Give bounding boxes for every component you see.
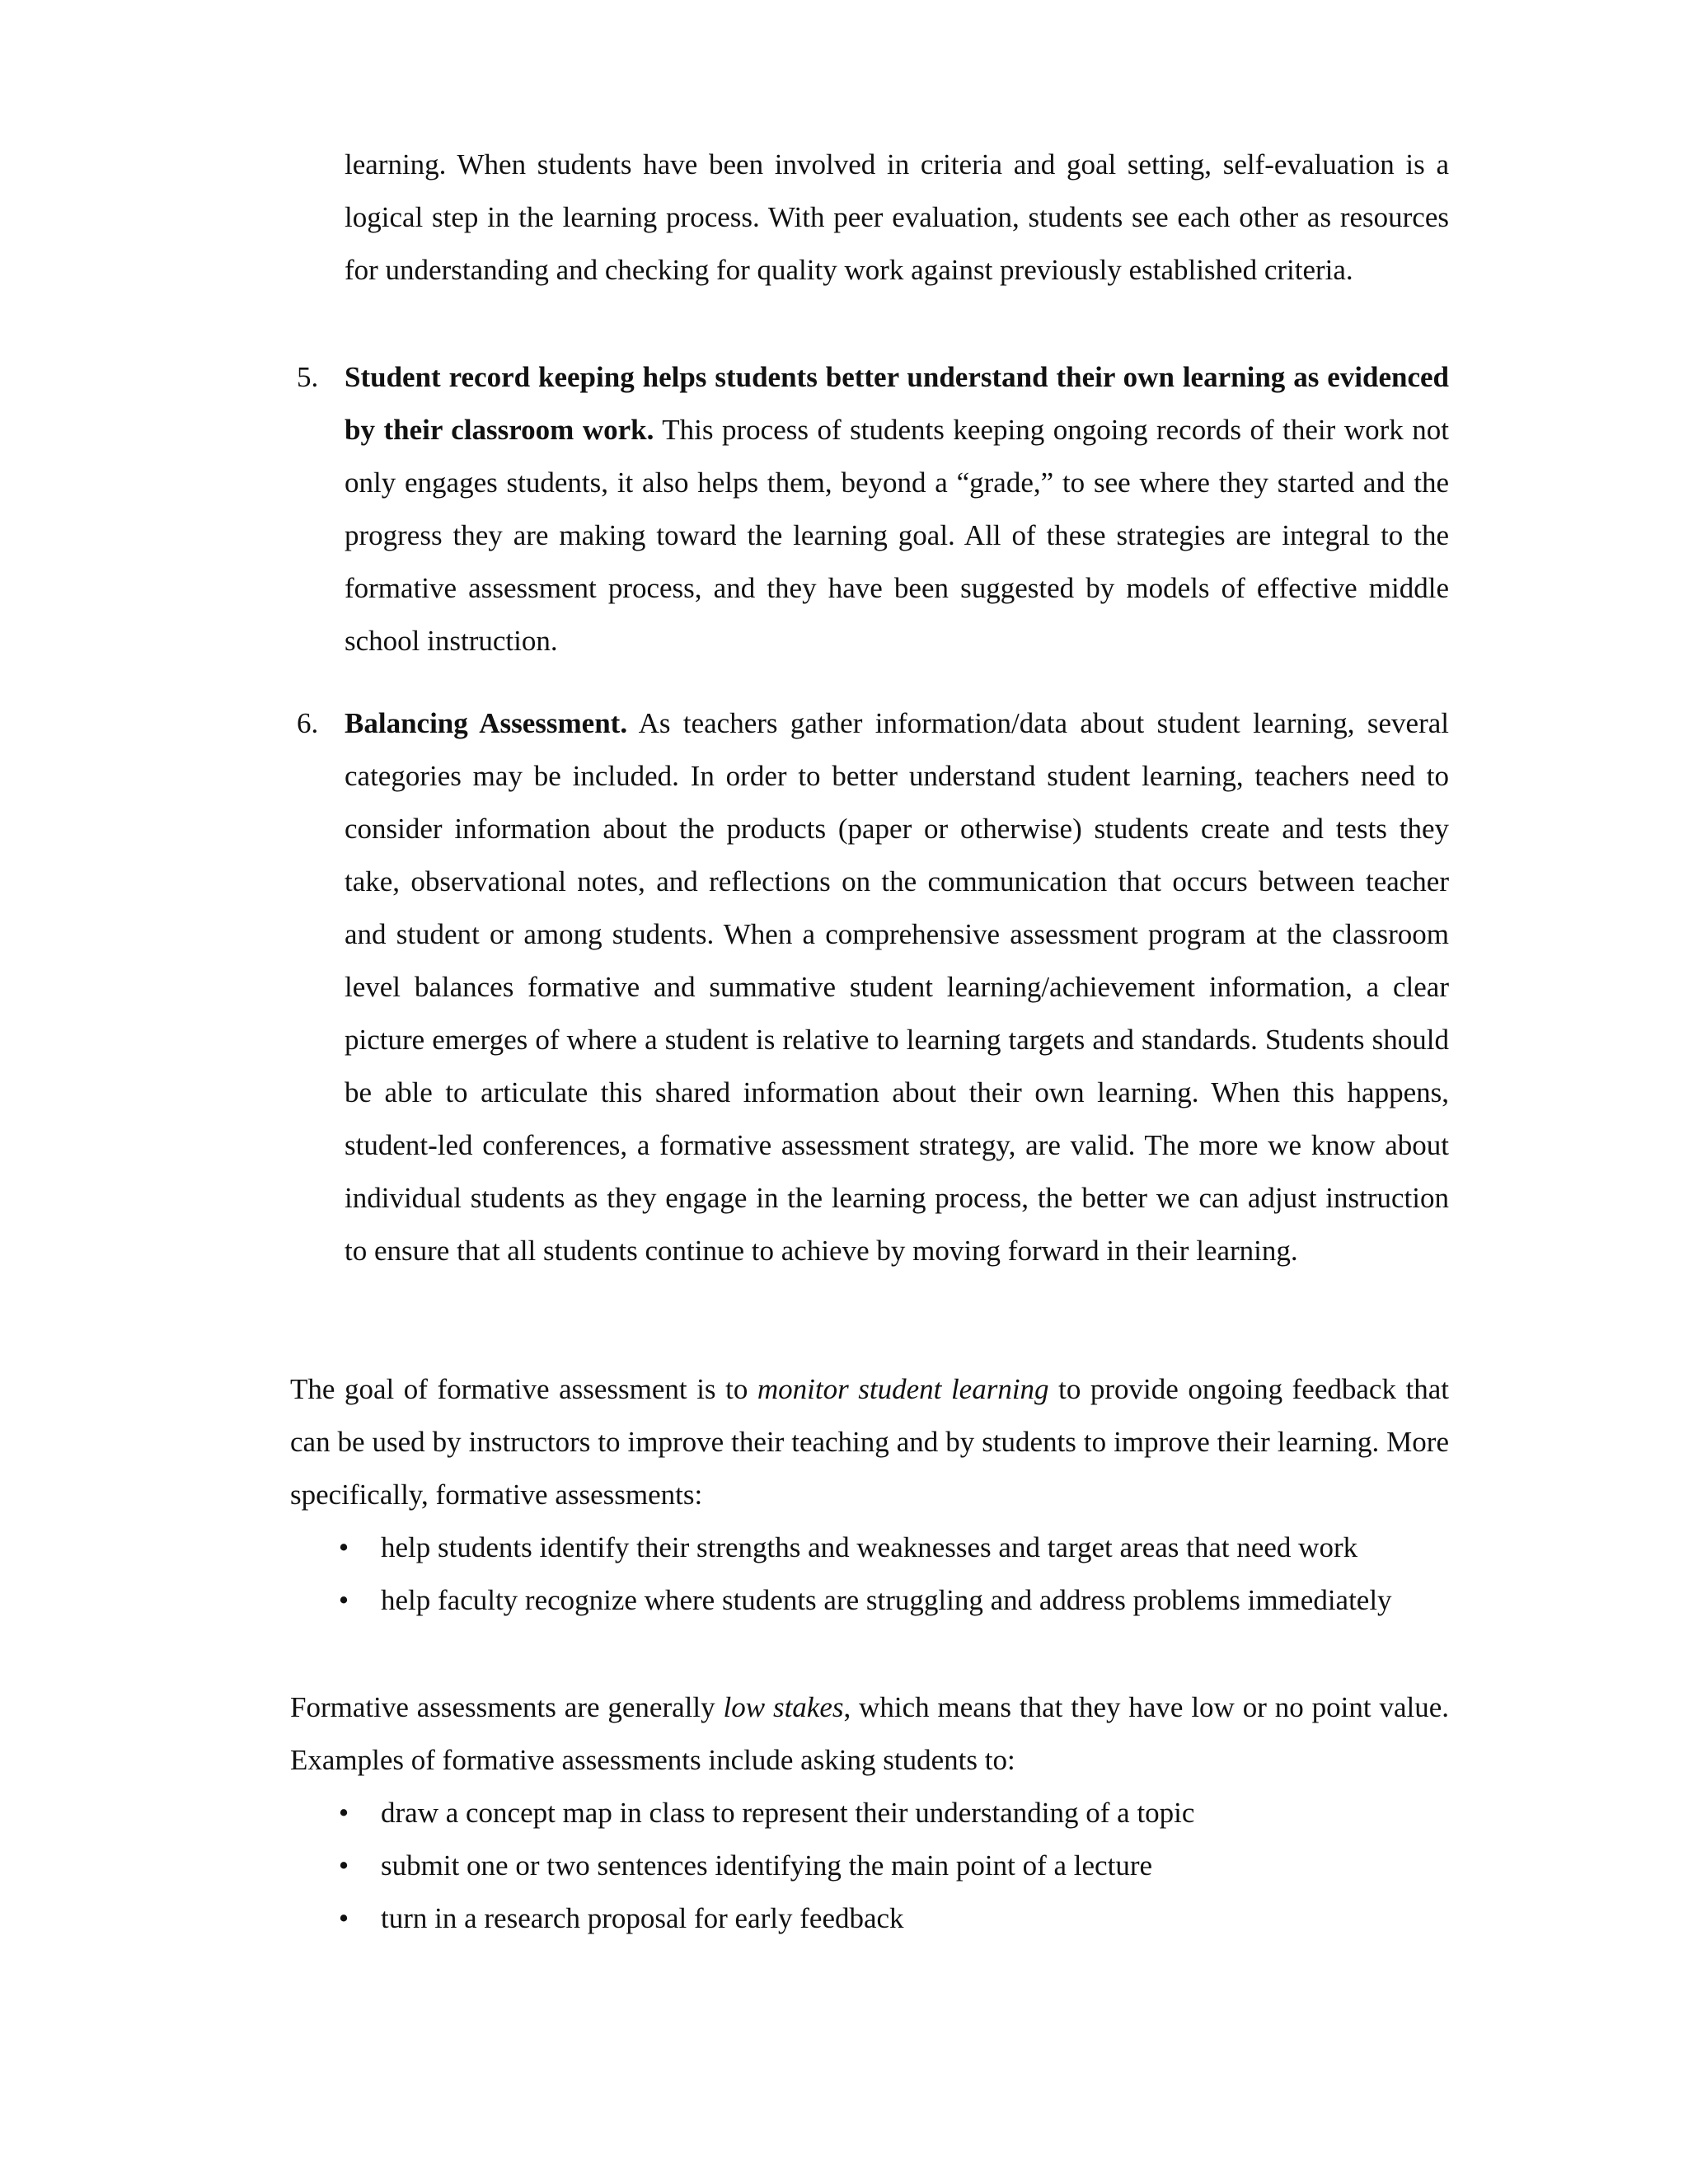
list-number: 6. [297,707,319,739]
text-run: Formative assessments are generally [290,1691,724,1723]
italic-emphasis: low stakes [723,1691,844,1723]
goal-bullet-list [290,1521,1449,1627]
bullet-item [290,1574,1449,1627]
item-text: As teachers gather information/data about student learning, several categories may be included. In order to better understand student learning, teachers need to consider information about the products (paper or otherwise) students create and tests they take, observational notes, and reflections on the communication that occurs between teacher and student or among students. When a comprehensive assessment program at the classroom level balances formative and summative student learning/achievement information, a clear picture emerges of where a student is relative to learning targets and standards. Students should be able to articulate this shared information about their own learning. When this happens, student-led conferences, a formative assessment strategy, are valid. The more we know about individual students as they engage in the learning process, the better we can adjust instruction to ensure that all students continue to achieve by moving forward in their learning. [345,707,1450,1267]
bullet-icon: • [338,1797,349,1829]
bullet-item [290,1892,1449,1945]
stakes-paragraph [290,1681,1449,1787]
bullet-text: submit one or two sentences identifying the main point of a lecture [381,1849,1153,1882]
list-item-body [345,697,1449,1277]
bold-lead: Balancing Assessment. [345,707,628,739]
list-item-body [345,351,1449,668]
bullet-text: turn in a research proposal for early feedback [381,1902,904,1934]
goal-paragraph [290,1363,1449,1521]
text-run: , which means that they have low or no point value. Examples of formative assessments include asking students to: [290,1691,1450,1776]
text-run: The goal of formative assessment is to [290,1373,757,1405]
bullet-text: help students identify their strengths and weaknesses and target areas that need work [381,1531,1358,1563]
list-number: 5. [297,361,319,393]
italic-emphasis: monitor student learning [757,1373,1049,1405]
bullet-text: draw a concept map in class to represent their understanding of a topic [381,1797,1195,1829]
bullet-item [290,1787,1449,1840]
bullet-icon: • [338,1849,349,1882]
bullet-icon: • [338,1902,349,1934]
example-bullet-list [290,1787,1449,1945]
bullet-item [290,1521,1449,1574]
list-item-6 [297,697,1449,1277]
bullet-item [290,1840,1449,1892]
continuation-paragraph: learning. When students have been involved in criteria and goal setting, self-evaluation is a logical step in the learning process. With peer evaluation, students see each other as resources for understanding and checking for quality work against previously established criteria. [345,148,1449,286]
list-item-5 [297,351,1449,668]
bullet-text: help faculty recognize where students are struggling and address problems immediately [381,1584,1392,1616]
bullet-icon: • [338,1531,349,1563]
bullet-icon: • [338,1584,349,1616]
text-run: to provide ongoing feedback that can be used by instructors to improve their teaching and by students to improve their learning. More specifically, formative assessments: [290,1373,1449,1511]
item-text: This process of students keeping ongoing records of their work not only engages students, it also helps them, beyond a “grade,” to see where they started and the progress they are making toward the learning goal. All of these strategies are integral to the formative assessment process, and they have been suggested by models of effective middle school instruction. [345,414,1449,657]
bold-lead: Student record keeping helps students better understand their own learning as evidenced by their classroom work. [345,361,1449,446]
